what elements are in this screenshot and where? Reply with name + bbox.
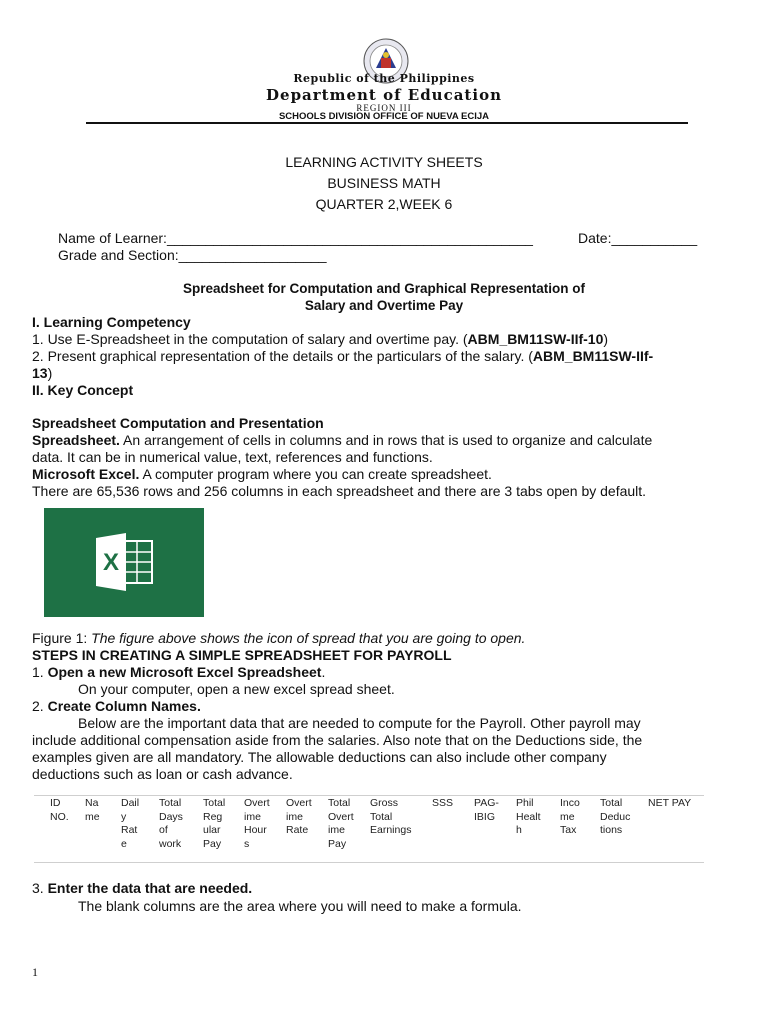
- region-heading: REGION III: [356, 103, 412, 113]
- step-3-body: The blank columns are the area where you will need to make a formula.: [78, 898, 522, 914]
- date-row: [578, 230, 697, 246]
- steps-heading: STEPS IN CREATING A SIMPLE SPREADSHEET FOR PAYROLL: [32, 647, 452, 663]
- name-label: Name of Learner:: [58, 230, 167, 246]
- competency-item-1-code: ABM_BM11SW-IIf-10: [467, 331, 604, 347]
- competency-item-1-end: ): [603, 331, 609, 347]
- competency-item-2: [32, 348, 653, 364]
- competency-item-1: [32, 331, 608, 347]
- competency-item-1-text: 1. Use E-Spreadsheet in the computation of salary and overtime pay. (: [32, 331, 468, 347]
- name-blank: _______________________________________________: [166, 230, 533, 246]
- division-heading: SCHOOLS DIVISION OFFICE OF NUEVA ECIJA: [278, 111, 490, 122]
- step-1-body: On your computer, open a new excel spread sheet.: [78, 681, 395, 697]
- payroll-column: ID NO.: [50, 797, 69, 823]
- republic-heading: Republic of the Philippines: [293, 72, 475, 85]
- step-2-body-2: include additional compensation aside from the salaries. Also note that on the Deductions side, the: [32, 732, 643, 748]
- subtitle-line-2: Salary and Overtime Pay: [304, 298, 464, 313]
- competency-item-2-code-end: 13: [32, 365, 48, 381]
- step-2-title-text: Create Column Names.: [47, 698, 201, 714]
- step-2-number: 2.: [32, 698, 48, 714]
- payroll-column: Dail y Rat e: [121, 797, 140, 850]
- payroll-column: Total Overt ime Pay: [328, 797, 354, 850]
- step-2-body-3: examples given are all mandatory. The allowable deductions can also include other company: [32, 749, 607, 765]
- payroll-column: Inco me Tax: [560, 797, 580, 837]
- grade-label: Grade and Section:: [58, 247, 179, 263]
- payroll-column: Phil Healt h: [516, 797, 541, 837]
- competency-item-2-end: ): [47, 365, 53, 381]
- competency-heading: I. Learning Competency: [32, 314, 191, 330]
- page-number: 1: [32, 965, 38, 979]
- payroll-column: Gross Total Earnings: [370, 797, 412, 837]
- step-3-number: 3.: [32, 880, 48, 896]
- spreadsheet-term: Spreadsheet.: [32, 432, 120, 448]
- competency-item-2-code: ABM_BM11SW-IIf-: [532, 348, 654, 364]
- step-1-title-text: Open a new Microsoft Excel Spreadsheet: [47, 664, 322, 680]
- concept-heading: II. Key Concept: [32, 382, 134, 398]
- payroll-column: NET PAY: [648, 797, 692, 809]
- step-2-body-1: Below are the important data that are needed to compute for the Payroll. Other payroll may: [78, 715, 641, 731]
- grade-blank: ___________________: [178, 247, 327, 263]
- title-line-3: QUARTER 2,WEEK 6: [315, 196, 453, 212]
- date-label: Date:: [578, 230, 612, 246]
- figure-caption: [32, 630, 525, 646]
- excel-logo-graphic: [44, 508, 204, 617]
- payroll-columns-table: [34, 791, 704, 863]
- excel-logo-letter: X: [102, 549, 120, 576]
- excel-logo-icon: [44, 508, 204, 617]
- step-3-title-text: Enter the data that are needed.: [47, 880, 253, 896]
- competency-item-2-cont: [32, 365, 52, 381]
- title-line-2: BUSINESS MATH: [327, 175, 441, 191]
- payroll-column: Overt ime Hour s: [244, 797, 270, 850]
- rows-columns-text: There are 65,536 rows and 256 columns in each spreadsheet and there are 3 tabs open by default.: [32, 483, 647, 499]
- payroll-column: SSS: [432, 797, 454, 809]
- figure-caption-text: The figure above shows the icon of spread that you are going to open.: [91, 630, 526, 646]
- payroll-column: Total Reg ular Pay: [203, 797, 226, 850]
- spreadsheet-def-2: data. It can be in numerical value, text, references and functions.: [32, 449, 433, 465]
- payroll-column: Total Days of work: [159, 797, 183, 850]
- step-2-body-4: deductions such as loan or cash advance.: [32, 766, 293, 782]
- excel-term: Microsoft Excel.: [32, 466, 140, 482]
- step-2-title: [32, 698, 201, 714]
- step-1-title: [32, 664, 325, 680]
- spreadsheet-definition: [32, 432, 652, 448]
- table-top-border: [34, 795, 704, 796]
- grade-row: [58, 247, 327, 263]
- learner-name-row: [58, 230, 533, 246]
- title-line-1: LEARNING ACTIVITY SHEETS: [285, 154, 483, 170]
- payroll-column: Na me: [85, 797, 100, 823]
- payroll-column: Total Deduc tions: [600, 797, 631, 837]
- concept-subheading: Spreadsheet Computation and Presentation: [32, 415, 324, 431]
- competency-item-2-text: 2. Present graphical representation of the details or the particulars of the salary. (: [32, 348, 533, 364]
- figure-label: Figure 1:: [32, 630, 92, 646]
- step-1-dot: .: [321, 664, 326, 680]
- subtitle-line-1: Spreadsheet for Computation and Graphical Representation of: [182, 281, 586, 296]
- excel-definition: [32, 466, 492, 482]
- table-bottom-border: [34, 862, 704, 863]
- header-divider: [86, 122, 688, 124]
- payroll-column: PAG- IBIG: [474, 797, 499, 823]
- department-heading: Department of Education: [266, 86, 502, 104]
- excel-def: A computer program where you can create spreadsheet.: [139, 466, 492, 482]
- step-3-title: [32, 880, 252, 896]
- date-blank: ___________: [611, 230, 698, 246]
- spreadsheet-def-1: An arrangement of cells in columns and in rows that is used to organize and calculate: [119, 432, 653, 448]
- step-1-number: 1.: [32, 664, 48, 680]
- payroll-column: Overt ime Rate: [286, 797, 312, 837]
